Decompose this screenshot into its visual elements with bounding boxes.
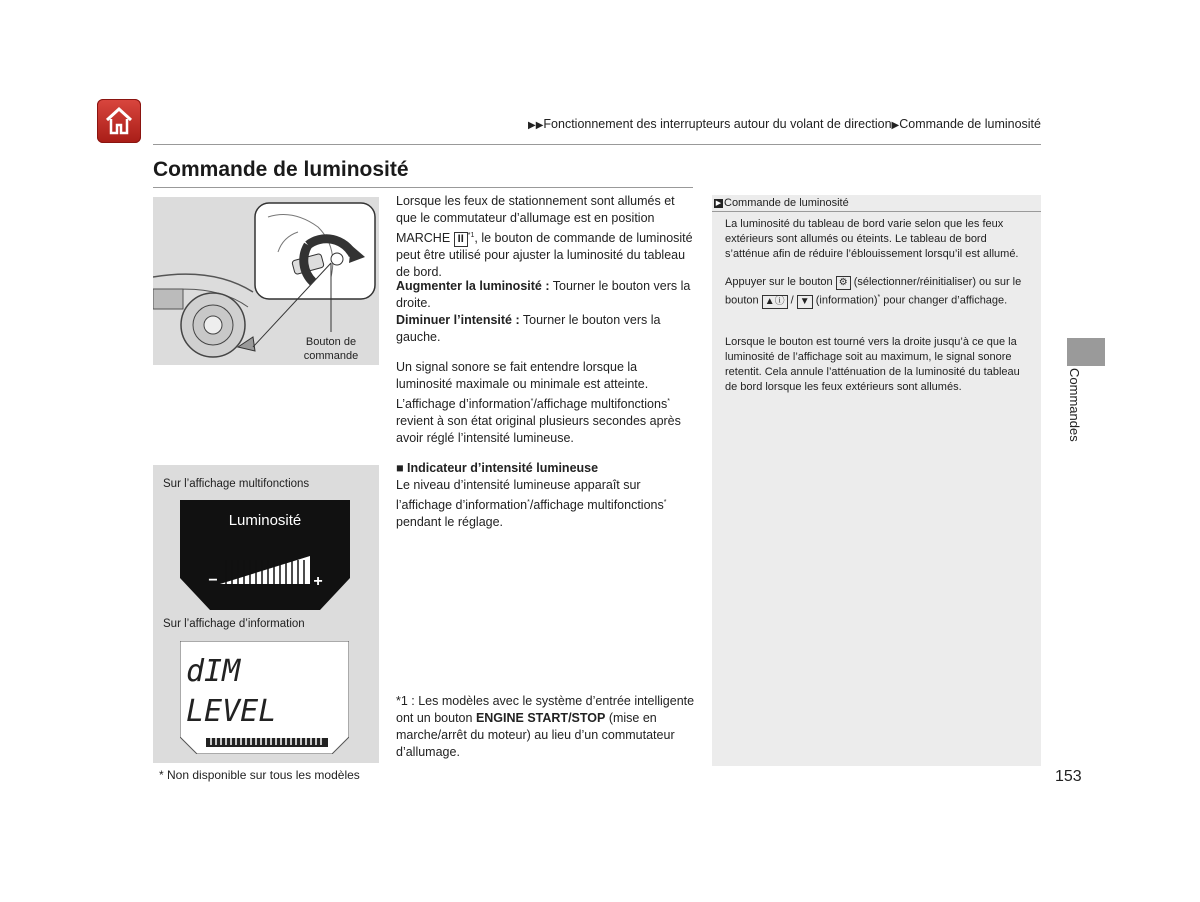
- increase-instruction: Augmenter la luminosité : Tourner le bouton vers la droite.: [396, 279, 691, 310]
- mfd-minus: −: [208, 572, 218, 589]
- breadcrumb-item-switches[interactable]: Fonctionnement des interrupteurs autour du volant de direction: [543, 117, 892, 131]
- ignition-key-label: II: [454, 232, 468, 247]
- indicator-section: ■ Indicateur d’intensité lumineuse Le niveau d’intensité lumineuse apparaît sur l’affichage d’information*/affichage multifonctions* pendant le réglage.: [396, 461, 667, 530]
- decrease-instruction: Diminuer l’intensité : Tourner le bouton vers la gauche.: [396, 313, 661, 344]
- lcd-line-2: LEVEL: [186, 694, 277, 729]
- section-tab[interactable]: [1067, 338, 1105, 366]
- down-button-icon: ▼: [797, 295, 813, 309]
- indicator-heading: Indicateur d’intensité lumineuse: [407, 461, 599, 475]
- mfd-title: Luminosité: [228, 512, 302, 529]
- sidebar-heading[interactable]: ▶ Commande de luminosité: [715, 197, 849, 209]
- model-note: *1 : Les modèles avec le système d’entrée intelligente ont un bouton ENGINE START/STOP (mise en marche/arrêt du moteur) au lieu d’un commutateur d’allumage.: [396, 694, 695, 759]
- home-button[interactable]: [97, 99, 141, 143]
- multi-info-display: [180, 500, 350, 610]
- breadcrumb: [528, 117, 1041, 131]
- page-title: Commande de luminosité: [153, 158, 409, 181]
- mfd-caption: Sur l’affichage multifonctions: [163, 478, 310, 490]
- sidebar-paragraph-3: Lorsque le bouton est tourné vers la droite jusqu’à ce que la luminosité de l’affichage soit au maximum, le signal sonore retentit. Cela annule l’atténuation de la luminosité du tableau de bord lorsque les feux extérieurs sont allumés.: [725, 336, 1020, 393]
- title-rule: [153, 187, 693, 188]
- info-display-lcd: [180, 641, 349, 754]
- sidebar-paragraph-2: Appuyer sur le bouton ⚙ (sélectionner/réinitialiser) ou sur le bouton ▲ⓘ / ▼ (information)* pour changer d’affichage.: [725, 276, 1022, 307]
- lcd-line-1: dIM: [186, 654, 241, 689]
- knob-callout-label: Bouton de commande: [303, 336, 359, 362]
- mfd-plus: +: [313, 573, 323, 590]
- breadcrumb-item-current: Commande de luminosité: [899, 117, 1041, 131]
- square-bullet-icon: ■: [396, 461, 404, 475]
- home-icon: [101, 103, 137, 139]
- up-info-button-icon: ▲ⓘ: [762, 295, 788, 309]
- section-tab-label: Commandes: [1067, 368, 1082, 442]
- breadcrumb-arrow-icon: ▶▶: [528, 120, 544, 131]
- sidebar-paragraph-1: La luminosité du tableau de bord varie selon que les feux extérieurs sont allumés ou éteints. Le tableau de bord s’atténue afin de réduire l’éblouissement lorsqu’il est allumé.: [725, 218, 1019, 260]
- header-rule: [153, 144, 1041, 145]
- reference-icon: ▶: [715, 199, 722, 207]
- beep-paragraph: Un signal sonore se fait entendre lorsque la luminosité maximale ou minimale est atteinte. L’affichage d’information*/affichage multifonctions* revient à son état original plusieurs secondes après avoir réglé l’intensité lumineuse.: [396, 360, 681, 446]
- page-number: 153: [1055, 768, 1082, 785]
- intro-paragraph: Lorsque les feux de stationnement sont allumés et que le commutateur d’allumage est en position MARCHE II $^{*1}$, le bouton de commande de luminosité peut être utilisé pour ajuster la luminosité du tableau de bord.: [396, 194, 693, 280]
- info-display-caption: Sur l’affichage d’information: [163, 618, 305, 630]
- footnote: * Non disponible sur tous les modèles: [159, 768, 360, 782]
- breadcrumb-arrow-icon: ▶: [891, 120, 900, 131]
- select-reset-icon: ⚙: [836, 276, 851, 290]
